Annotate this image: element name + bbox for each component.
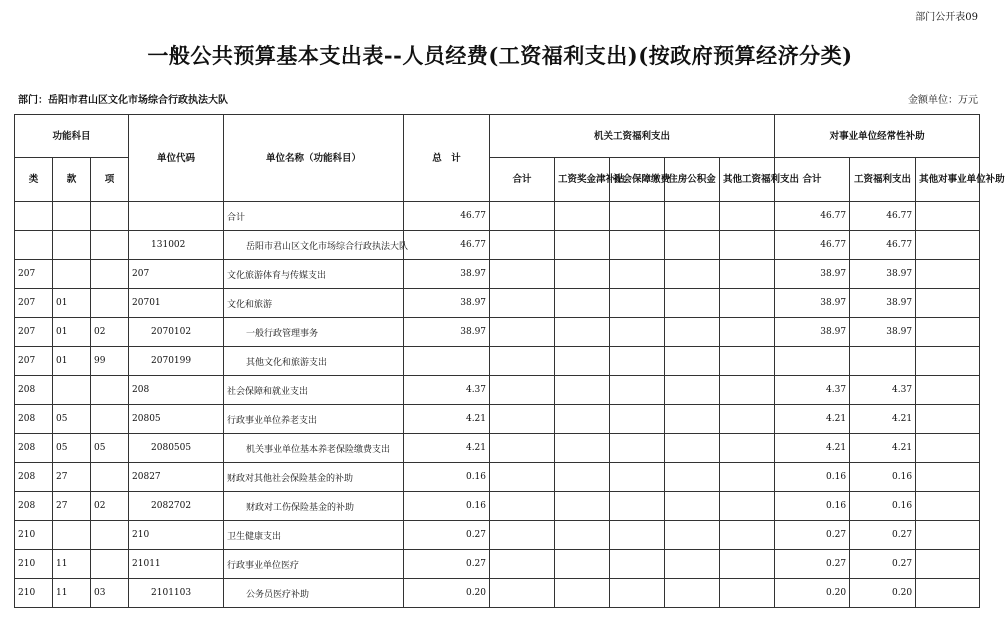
table-row [15, 463, 980, 492]
cell-kuan: 05 [53, 434, 91, 463]
cell-org-other [720, 231, 775, 260]
header-org-housing: 住房公积金 [665, 158, 720, 202]
cell-xiang [91, 231, 129, 260]
cell-org-subtotal [490, 521, 555, 550]
cell-unit-code: 131002 [129, 231, 224, 260]
cell-unit-code: 208 [129, 376, 224, 405]
cell-unit-code [129, 202, 224, 231]
cell-org-other [720, 521, 775, 550]
cell-total: 4.21 [404, 405, 490, 434]
cell-org-bonus [555, 579, 610, 608]
cell-org-housing [665, 521, 720, 550]
cell-lei: 210 [15, 550, 53, 579]
cell-lei: 208 [15, 463, 53, 492]
cell-kuan: 01 [53, 289, 91, 318]
cell-inst-other [916, 347, 980, 376]
cell-inst-welfare: 46.77 [850, 202, 916, 231]
cell-inst-other [916, 260, 980, 289]
cell-xiang [91, 405, 129, 434]
header-total: 总 计 [404, 115, 490, 202]
cell-inst-other [916, 318, 980, 347]
table-code: 部门公开表09 [915, 12, 978, 23]
cell-org-housing [665, 347, 720, 376]
cell-org-other [720, 492, 775, 521]
cell-org-housing [665, 202, 720, 231]
cell-org-subtotal [490, 231, 555, 260]
cell-inst-welfare [850, 347, 916, 376]
cell-org-other [720, 347, 775, 376]
cell-org-social [610, 347, 665, 376]
cell-unit-name: 一般行政管理事务 [224, 318, 404, 347]
cell-unit-name: 卫生健康支出 [224, 521, 404, 550]
cell-kuan [53, 376, 91, 405]
cell-inst-welfare: 0.27 [850, 550, 916, 579]
cell-unit-code: 210 [129, 521, 224, 550]
cell-unit-code: 2070199 [129, 347, 224, 376]
cell-inst-welfare: 4.21 [850, 434, 916, 463]
table-row [15, 521, 980, 550]
cell-inst-subtotal: 4.21 [775, 405, 850, 434]
cell-lei: 207 [15, 347, 53, 376]
cell-org-social [610, 492, 665, 521]
cell-inst-subtotal: 0.27 [775, 521, 850, 550]
cell-inst-welfare: 38.97 [850, 318, 916, 347]
cell-org-bonus [555, 231, 610, 260]
cell-org-other [720, 202, 775, 231]
cell-lei: 208 [15, 434, 53, 463]
cell-org-subtotal [490, 492, 555, 521]
cell-lei: 207 [15, 289, 53, 318]
cell-total: 46.77 [404, 231, 490, 260]
cell-org-bonus [555, 260, 610, 289]
cell-xiang [91, 550, 129, 579]
cell-inst-subtotal: 0.16 [775, 492, 850, 521]
cell-total: 0.20 [404, 579, 490, 608]
cell-unit-code: 21011 [129, 550, 224, 579]
page-title: 一般公共预算基本支出表--人员经费(工资福利支出)(按政府预算经济分类) [147, 43, 853, 68]
cell-lei: 208 [15, 492, 53, 521]
cell-total: 4.21 [404, 434, 490, 463]
cell-unit-code: 20827 [129, 463, 224, 492]
cell-org-housing [665, 376, 720, 405]
cell-inst-other [916, 376, 980, 405]
cell-total: 38.97 [404, 260, 490, 289]
cell-org-bonus [555, 463, 610, 492]
table-row [15, 260, 980, 289]
cell-org-bonus [555, 405, 610, 434]
cell-org-bonus [555, 550, 610, 579]
cell-inst-subtotal: 46.77 [775, 202, 850, 231]
cell-total: 38.97 [404, 289, 490, 318]
cell-inst-other [916, 579, 980, 608]
cell-kuan [53, 521, 91, 550]
cell-inst-other [916, 521, 980, 550]
cell-total: 0.27 [404, 550, 490, 579]
table-row [15, 347, 980, 376]
cell-kuan: 01 [53, 347, 91, 376]
cell-org-bonus [555, 347, 610, 376]
header-unit-code: 单位代码 [129, 115, 224, 202]
cell-xiang [91, 376, 129, 405]
cell-unit-name: 文化旅游体育与传媒支出 [224, 260, 404, 289]
cell-inst-welfare: 0.20 [850, 579, 916, 608]
cell-org-social [610, 376, 665, 405]
cell-kuan: 11 [53, 579, 91, 608]
cell-org-bonus [555, 289, 610, 318]
cell-org-social [610, 434, 665, 463]
cell-kuan: 27 [53, 463, 91, 492]
cell-org-housing [665, 463, 720, 492]
cell-unit-name: 财政对其他社会保险基金的补助 [224, 463, 404, 492]
cell-unit-name: 财政对工伤保险基金的补助 [224, 492, 404, 521]
cell-inst-other [916, 231, 980, 260]
cell-inst-subtotal: 38.97 [775, 289, 850, 318]
table-row [15, 405, 980, 434]
table-row [15, 550, 980, 579]
cell-unit-code: 2070102 [129, 318, 224, 347]
cell-org-bonus [555, 202, 610, 231]
cell-org-social [610, 579, 665, 608]
cell-unit-name: 行政事业单位医疗 [224, 550, 404, 579]
cell-unit-name: 岳阳市君山区文化市场综合行政执法大队 [224, 231, 404, 260]
cell-org-bonus [555, 376, 610, 405]
cell-inst-other [916, 202, 980, 231]
cell-xiang: 99 [91, 347, 129, 376]
cell-inst-subtotal [775, 347, 850, 376]
cell-unit-name: 机关事业单位基本养老保险缴费支出 [224, 434, 404, 463]
cell-kuan: 27 [53, 492, 91, 521]
cell-total: 4.37 [404, 376, 490, 405]
cell-org-subtotal [490, 347, 555, 376]
header-inst-welfare: 工资福利支出 [850, 158, 916, 202]
table-row [15, 579, 980, 608]
cell-inst-subtotal: 38.97 [775, 260, 850, 289]
cell-unit-name: 社会保障和就业支出 [224, 376, 404, 405]
cell-org-social [610, 405, 665, 434]
header-lei: 类 [15, 158, 53, 202]
cell-inst-subtotal: 0.16 [775, 463, 850, 492]
cell-unit-name: 行政事业单位养老支出 [224, 405, 404, 434]
table-row [15, 318, 980, 347]
cell-unit-code: 2082702 [129, 492, 224, 521]
cell-inst-welfare: 4.37 [850, 376, 916, 405]
cell-unit-code: 20701 [129, 289, 224, 318]
header-org-subtotal: 合计 [490, 158, 555, 202]
cell-unit-code: 2101103 [129, 579, 224, 608]
cell-lei [15, 231, 53, 260]
cell-org-other [720, 434, 775, 463]
cell-inst-welfare: 38.97 [850, 289, 916, 318]
cell-unit-name: 文化和旅游 [224, 289, 404, 318]
amount-unit-label: 金额单位：万元 [908, 95, 978, 106]
cell-org-housing [665, 289, 720, 318]
cell-lei [15, 202, 53, 231]
cell-kuan: 11 [53, 550, 91, 579]
cell-org-subtotal [490, 202, 555, 231]
table-row [15, 231, 980, 260]
cell-org-other [720, 260, 775, 289]
cell-org-subtotal [490, 318, 555, 347]
header-org-group: 机关工资福利支出 [490, 115, 775, 158]
cell-xiang [91, 260, 129, 289]
cell-unit-name: 公务员医疗补助 [224, 579, 404, 608]
header-inst-group: 对事业单位经常性补助 [775, 115, 980, 158]
cell-org-other [720, 376, 775, 405]
cell-unit-name: 其他文化和旅游支出 [224, 347, 404, 376]
cell-inst-other [916, 492, 980, 521]
cell-org-housing [665, 231, 720, 260]
cell-org-housing [665, 318, 720, 347]
header-unit-name: 单位名称（功能科目） [224, 115, 404, 202]
cell-total: 46.77 [404, 202, 490, 231]
table-body [15, 202, 980, 608]
cell-org-subtotal [490, 434, 555, 463]
cell-org-bonus [555, 434, 610, 463]
cell-org-social [610, 202, 665, 231]
cell-lei: 208 [15, 405, 53, 434]
cell-xiang: 03 [91, 579, 129, 608]
cell-total [404, 347, 490, 376]
cell-total: 0.16 [404, 492, 490, 521]
cell-org-social [610, 550, 665, 579]
cell-lei: 208 [15, 376, 53, 405]
cell-inst-welfare: 0.16 [850, 463, 916, 492]
cell-kuan: 01 [53, 318, 91, 347]
cell-kuan [53, 202, 91, 231]
cell-inst-other [916, 289, 980, 318]
cell-inst-other [916, 434, 980, 463]
cell-org-housing [665, 405, 720, 434]
cell-inst-subtotal: 0.27 [775, 550, 850, 579]
cell-inst-subtotal: 4.21 [775, 434, 850, 463]
cell-org-social [610, 318, 665, 347]
cell-kuan [53, 260, 91, 289]
cell-org-other [720, 463, 775, 492]
table-row [15, 376, 980, 405]
cell-inst-subtotal: 0.20 [775, 579, 850, 608]
header-kuan: 款 [53, 158, 91, 202]
cell-org-subtotal [490, 405, 555, 434]
cell-xiang [91, 521, 129, 550]
table-row [15, 434, 980, 463]
cell-xiang [91, 202, 129, 231]
cell-org-bonus [555, 521, 610, 550]
cell-org-housing [665, 434, 720, 463]
cell-inst-welfare: 46.77 [850, 231, 916, 260]
cell-xiang: 05 [91, 434, 129, 463]
cell-lei: 210 [15, 579, 53, 608]
header-org-social: 社会保障缴费 [610, 158, 665, 202]
cell-org-other [720, 318, 775, 347]
cell-inst-subtotal: 46.77 [775, 231, 850, 260]
cell-lei: 207 [15, 318, 53, 347]
cell-unit-code: 2080505 [129, 434, 224, 463]
cell-inst-other [916, 463, 980, 492]
cell-inst-other [916, 550, 980, 579]
cell-org-other [720, 289, 775, 318]
header-inst-subtotal: 合计 [775, 158, 850, 202]
cell-kuan: 05 [53, 405, 91, 434]
cell-org-subtotal [490, 260, 555, 289]
cell-org-housing [665, 550, 720, 579]
cell-inst-other [916, 405, 980, 434]
cell-xiang: 02 [91, 492, 129, 521]
header-func-subject: 功能科目 [15, 115, 129, 158]
cell-org-social [610, 463, 665, 492]
cell-inst-subtotal: 38.97 [775, 318, 850, 347]
header-xiang: 项 [91, 158, 129, 202]
cell-org-social [610, 231, 665, 260]
cell-org-subtotal [490, 463, 555, 492]
header-inst-other: 其他对事业单位补助 [916, 158, 980, 202]
cell-lei: 207 [15, 260, 53, 289]
cell-org-subtotal [490, 289, 555, 318]
cell-org-bonus [555, 492, 610, 521]
cell-org-social [610, 289, 665, 318]
table-row [15, 492, 980, 521]
department-label: 部门：岳阳市君山区文化市场综合行政执法大队 [18, 95, 228, 106]
cell-org-subtotal [490, 550, 555, 579]
cell-inst-welfare: 4.21 [850, 405, 916, 434]
header-org-other: 其他工资福利支出 [720, 158, 775, 202]
cell-total: 0.16 [404, 463, 490, 492]
cell-org-social [610, 260, 665, 289]
cell-org-housing [665, 492, 720, 521]
cell-kuan [53, 231, 91, 260]
header-org-bonus: 工资奖金津补贴 [555, 158, 610, 202]
cell-org-social [610, 521, 665, 550]
cell-inst-welfare: 0.27 [850, 521, 916, 550]
cell-org-other [720, 550, 775, 579]
cell-inst-welfare: 38.97 [850, 260, 916, 289]
cell-org-housing [665, 260, 720, 289]
cell-org-subtotal [490, 579, 555, 608]
cell-unit-name: 合计 [224, 202, 404, 231]
cell-org-other [720, 579, 775, 608]
cell-inst-welfare: 0.16 [850, 492, 916, 521]
cell-xiang [91, 463, 129, 492]
cell-org-subtotal [490, 376, 555, 405]
cell-xiang [91, 289, 129, 318]
cell-org-housing [665, 579, 720, 608]
budget-table [14, 114, 1005, 608]
cell-xiang: 02 [91, 318, 129, 347]
cell-total: 38.97 [404, 318, 490, 347]
table-row [15, 202, 980, 231]
cell-total: 0.27 [404, 521, 490, 550]
table-row [15, 289, 980, 318]
cell-unit-code: 20805 [129, 405, 224, 434]
cell-inst-subtotal: 4.37 [775, 376, 850, 405]
cell-org-other [720, 405, 775, 434]
cell-lei: 210 [15, 521, 53, 550]
cell-org-bonus [555, 318, 610, 347]
cell-unit-code: 207 [129, 260, 224, 289]
